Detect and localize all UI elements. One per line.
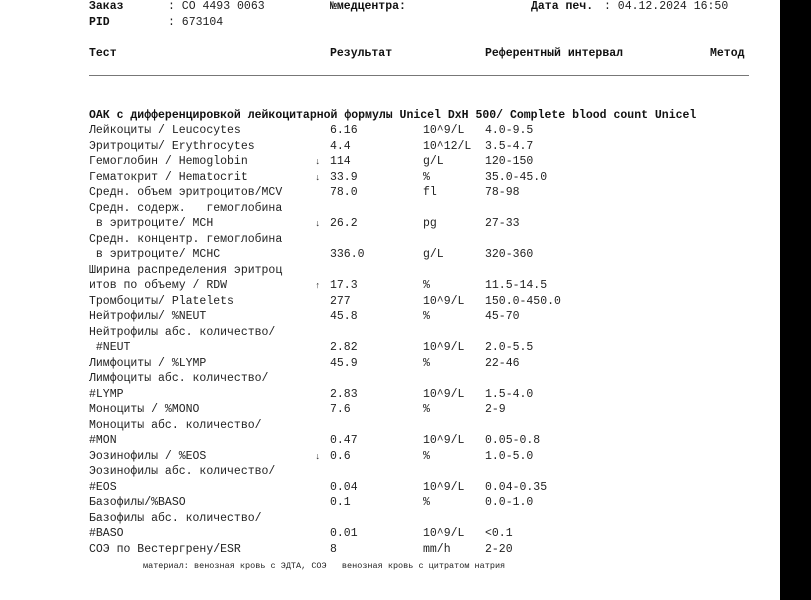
- test-name: в эритроците/ MCH: [89, 217, 214, 230]
- result-flag: ↓: [315, 157, 321, 167]
- result-unit: pg: [423, 217, 437, 230]
- test-name: Лейкоциты / Leucocytes: [89, 124, 241, 137]
- result-unit: 10^9/L: [423, 294, 465, 308]
- test-name: итов по объему / RDW: [89, 279, 228, 292]
- test-name: Моноциты абс. количество/: [89, 418, 262, 432]
- result-value: 26.2: [330, 217, 358, 230]
- test-name: #NEUT: [89, 341, 131, 354]
- test-name: Гематокрит / Hematocrit: [89, 170, 248, 184]
- result-value: 2.83: [330, 387, 358, 401]
- result-value: 0.1: [330, 496, 351, 509]
- test-name: #MON: [89, 434, 117, 447]
- test-name: Ширина распределения эритроц: [89, 263, 283, 277]
- result-value: 0.6: [330, 449, 351, 463]
- order-number: : CO 4493 0063: [168, 0, 265, 13]
- test-name: Гемоглобин / Hemoglobin: [89, 155, 248, 168]
- result-unit: 10^9/L: [423, 527, 465, 540]
- test-name: Базофилы/%BASO: [89, 496, 186, 509]
- result-unit: g/L: [423, 248, 444, 261]
- reference-interval: 22-46: [485, 356, 520, 370]
- result-value: 6.16: [330, 124, 358, 137]
- result-value: 0.47: [330, 434, 358, 447]
- result-value: 114: [330, 155, 351, 168]
- reference-interval: 45-70: [485, 310, 520, 323]
- test-name: Базофилы абс. количество/: [89, 511, 262, 525]
- result-unit: 10^9/L: [423, 341, 465, 354]
- test-name: #BASO: [89, 527, 124, 540]
- reference-interval: 3.5-4.7: [485, 139, 534, 153]
- reference-interval: 0.0-1.0: [485, 496, 534, 509]
- reference-interval: 150.0-450.0: [485, 294, 561, 308]
- medcenter-label: №медцентра:: [330, 0, 406, 13]
- result-unit: %: [423, 449, 430, 463]
- section-title: ОАК с дифференцировкой лейкоцитарной формулы Unicel DxH 500/ Complete blood count Unicel: [89, 109, 697, 122]
- test-name: Средн. концентр. гемоглобина: [89, 232, 283, 246]
- result-value: 0.01: [330, 527, 358, 540]
- result-unit: fl: [423, 186, 437, 199]
- result-unit: %: [423, 279, 430, 292]
- test-name: Средн. содерж. гемоглобина: [89, 201, 283, 215]
- print-date-label: Дата печ.: [531, 0, 594, 13]
- print-date-value: : 04.12.2024 16:50: [604, 0, 729, 13]
- result-value: 17.3: [330, 279, 358, 292]
- result-value: 45.9: [330, 356, 358, 370]
- result-unit: g/L: [423, 155, 444, 168]
- result-unit: %: [423, 310, 430, 323]
- pid-value: : 673104: [168, 16, 224, 29]
- reference-interval: 27-33: [485, 217, 520, 230]
- test-name: в эритроците/ MCHC: [89, 248, 221, 261]
- result-value: 45.8: [330, 310, 358, 323]
- reference-interval: 35.0-45.0: [485, 170, 548, 184]
- column-header-method: Метод: [710, 47, 745, 60]
- test-name: Тромбоциты/ Platelets: [89, 294, 234, 308]
- column-header-reference: Референтный интервал: [485, 47, 624, 60]
- result-unit: %: [423, 496, 430, 509]
- result-value: 2.82: [330, 341, 358, 354]
- reference-interval: 11.5-14.5: [485, 279, 548, 292]
- result-unit: %: [423, 170, 430, 184]
- result-flag: ↓: [315, 219, 321, 229]
- test-name: Моноциты / %MONO: [89, 403, 200, 416]
- reference-interval: <0.1: [485, 527, 513, 540]
- result-value: 33.9: [330, 170, 358, 184]
- test-name: #EOS: [89, 480, 117, 494]
- reference-interval: 0.05-0.8: [485, 434, 541, 447]
- result-value: 4.4: [330, 139, 351, 153]
- pid-label: PID: [89, 16, 110, 29]
- column-header-test: Тест: [89, 47, 117, 60]
- test-name: Эозинофилы / %EOS: [89, 449, 207, 463]
- result-unit: %: [423, 356, 430, 370]
- reference-interval: 2.0-5.5: [485, 341, 534, 354]
- test-name: Средн. объем эритроцитов/MCV: [89, 186, 283, 199]
- test-name: Нейтрофилы абс. количество/: [89, 325, 276, 339]
- test-name: Нейтрофилы/ %NEUT: [89, 310, 207, 323]
- test-name: #LYMP: [89, 387, 124, 401]
- result-unit: mm/h: [423, 542, 451, 556]
- test-name: Эритроциты/ Erythrocytes: [89, 139, 255, 153]
- result-unit: 10^12/L: [423, 139, 472, 153]
- reference-interval: 1.5-4.0: [485, 387, 534, 401]
- test-name: Лимфоциты абс. количество/: [89, 372, 269, 385]
- result-value: 8: [330, 542, 337, 556]
- result-flag: ↑: [315, 281, 321, 291]
- header-divider: [89, 75, 749, 76]
- reference-interval: 120-150: [485, 155, 534, 168]
- reference-interval: 4.0-9.5: [485, 124, 534, 137]
- result-unit: %: [423, 403, 430, 416]
- reference-interval: 2-9: [485, 403, 506, 416]
- result-flag: ↓: [315, 451, 321, 462]
- result-unit: 10^9/L: [423, 434, 465, 447]
- order-label: Заказ: [89, 0, 124, 13]
- result-flag: ↓: [315, 172, 321, 183]
- reference-interval: 320-360: [485, 248, 534, 261]
- reference-interval: 78-98: [485, 186, 520, 199]
- result-unit: 10^9/L: [423, 124, 465, 137]
- result-unit: 10^9/L: [423, 480, 465, 494]
- material-note: материал: венозная кровь с ЭДТА, СОЭ венозная кровь с цитратом натрия: [143, 561, 506, 571]
- reference-interval: 0.04-0.35: [485, 480, 548, 494]
- test-name: Эозинофилы абс. количество/: [89, 465, 276, 478]
- column-header-result: Результат: [330, 47, 393, 60]
- reference-interval: 1.0-5.0: [485, 449, 534, 463]
- result-value: 336.0: [330, 248, 365, 261]
- result-value: 277: [330, 294, 351, 308]
- result-value: 0.04: [330, 480, 358, 494]
- test-name: СОЭ по Вестергрену/ESR: [89, 542, 241, 556]
- test-name: Лимфоциты / %LYMP: [89, 356, 207, 370]
- reference-interval: 2-20: [485, 542, 513, 556]
- result-unit: 10^9/L: [423, 387, 465, 401]
- result-value: 7.6: [330, 403, 351, 416]
- result-value: 78.0: [330, 186, 358, 199]
